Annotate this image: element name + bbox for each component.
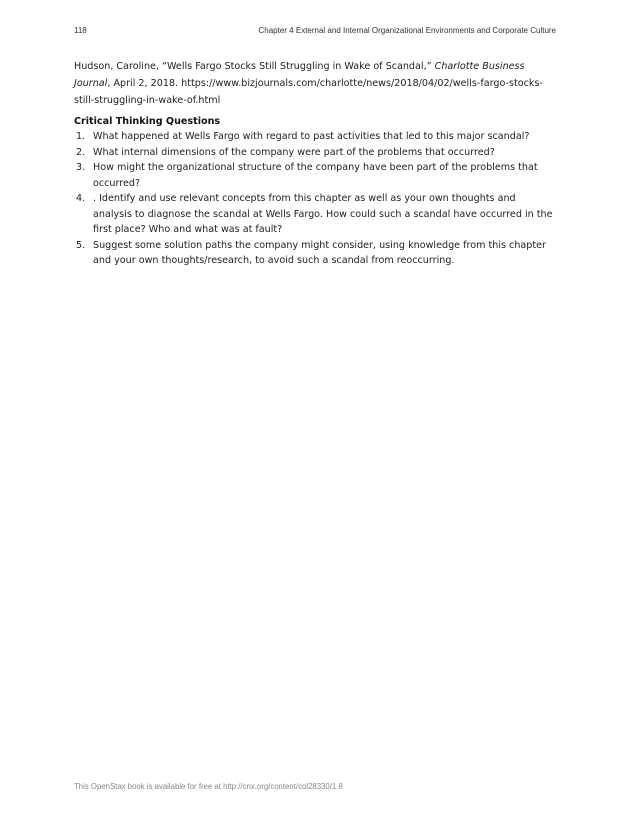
page-number: 118 [74, 26, 87, 35]
question-text: Suggest some solution paths the company might consider, using knowledge from this chapter and your own thoughts/research, to avoid such a scandal from reoccurring. [93, 239, 546, 266]
list-item [74, 191, 554, 238]
list-item [74, 238, 554, 269]
question-text: What internal dimensions of the company were part of the problems that occurred? [93, 146, 495, 158]
question-number: 4. [76, 193, 86, 204]
section-heading: Critical Thinking Questions [74, 116, 221, 127]
list-item [74, 145, 554, 161]
chapter-header: Chapter 4 External and Internal Organizational Environments and Corporate Culture [258, 26, 556, 35]
list-item [74, 160, 554, 191]
list-item [74, 129, 554, 145]
footer-note: This OpenStax book is available for free at http://cnx.org/content/col28330/1.8 [74, 782, 343, 791]
question-number: 3. [76, 162, 86, 173]
question-text: What happened at Wells Fargo with regard to past activities that led to this major scandal? [93, 131, 530, 142]
citation-text: Hudson, Caroline, “Wells Fargo Stocks Still Struggling in Wake of Scandal,” [74, 61, 435, 72]
question-number: 2. [76, 146, 86, 158]
journal-name: Charlotte Business Journal [74, 61, 525, 89]
question-number: 1. [76, 131, 86, 142]
citation-details: , April 2, 2018. https://www.bizjournals.com/charlotte/news/2018/04/02/wells-fargo-stocks-still-struggling-in-wake-of.html [74, 78, 543, 106]
question-list [74, 129, 554, 269]
question-text: . Identify and use relevant concepts from this chapter as well as your own thoughts and analysis to diagnose the scandal at Wells Fargo. How could such a scandal have occurred in the first place? Who and what was at fault? [93, 193, 553, 235]
question-number: 5. [76, 239, 86, 251]
question-text: How might the organizational structure of the company have been part of the problems that occurred? [93, 162, 538, 189]
reference-citation [74, 58, 552, 109]
